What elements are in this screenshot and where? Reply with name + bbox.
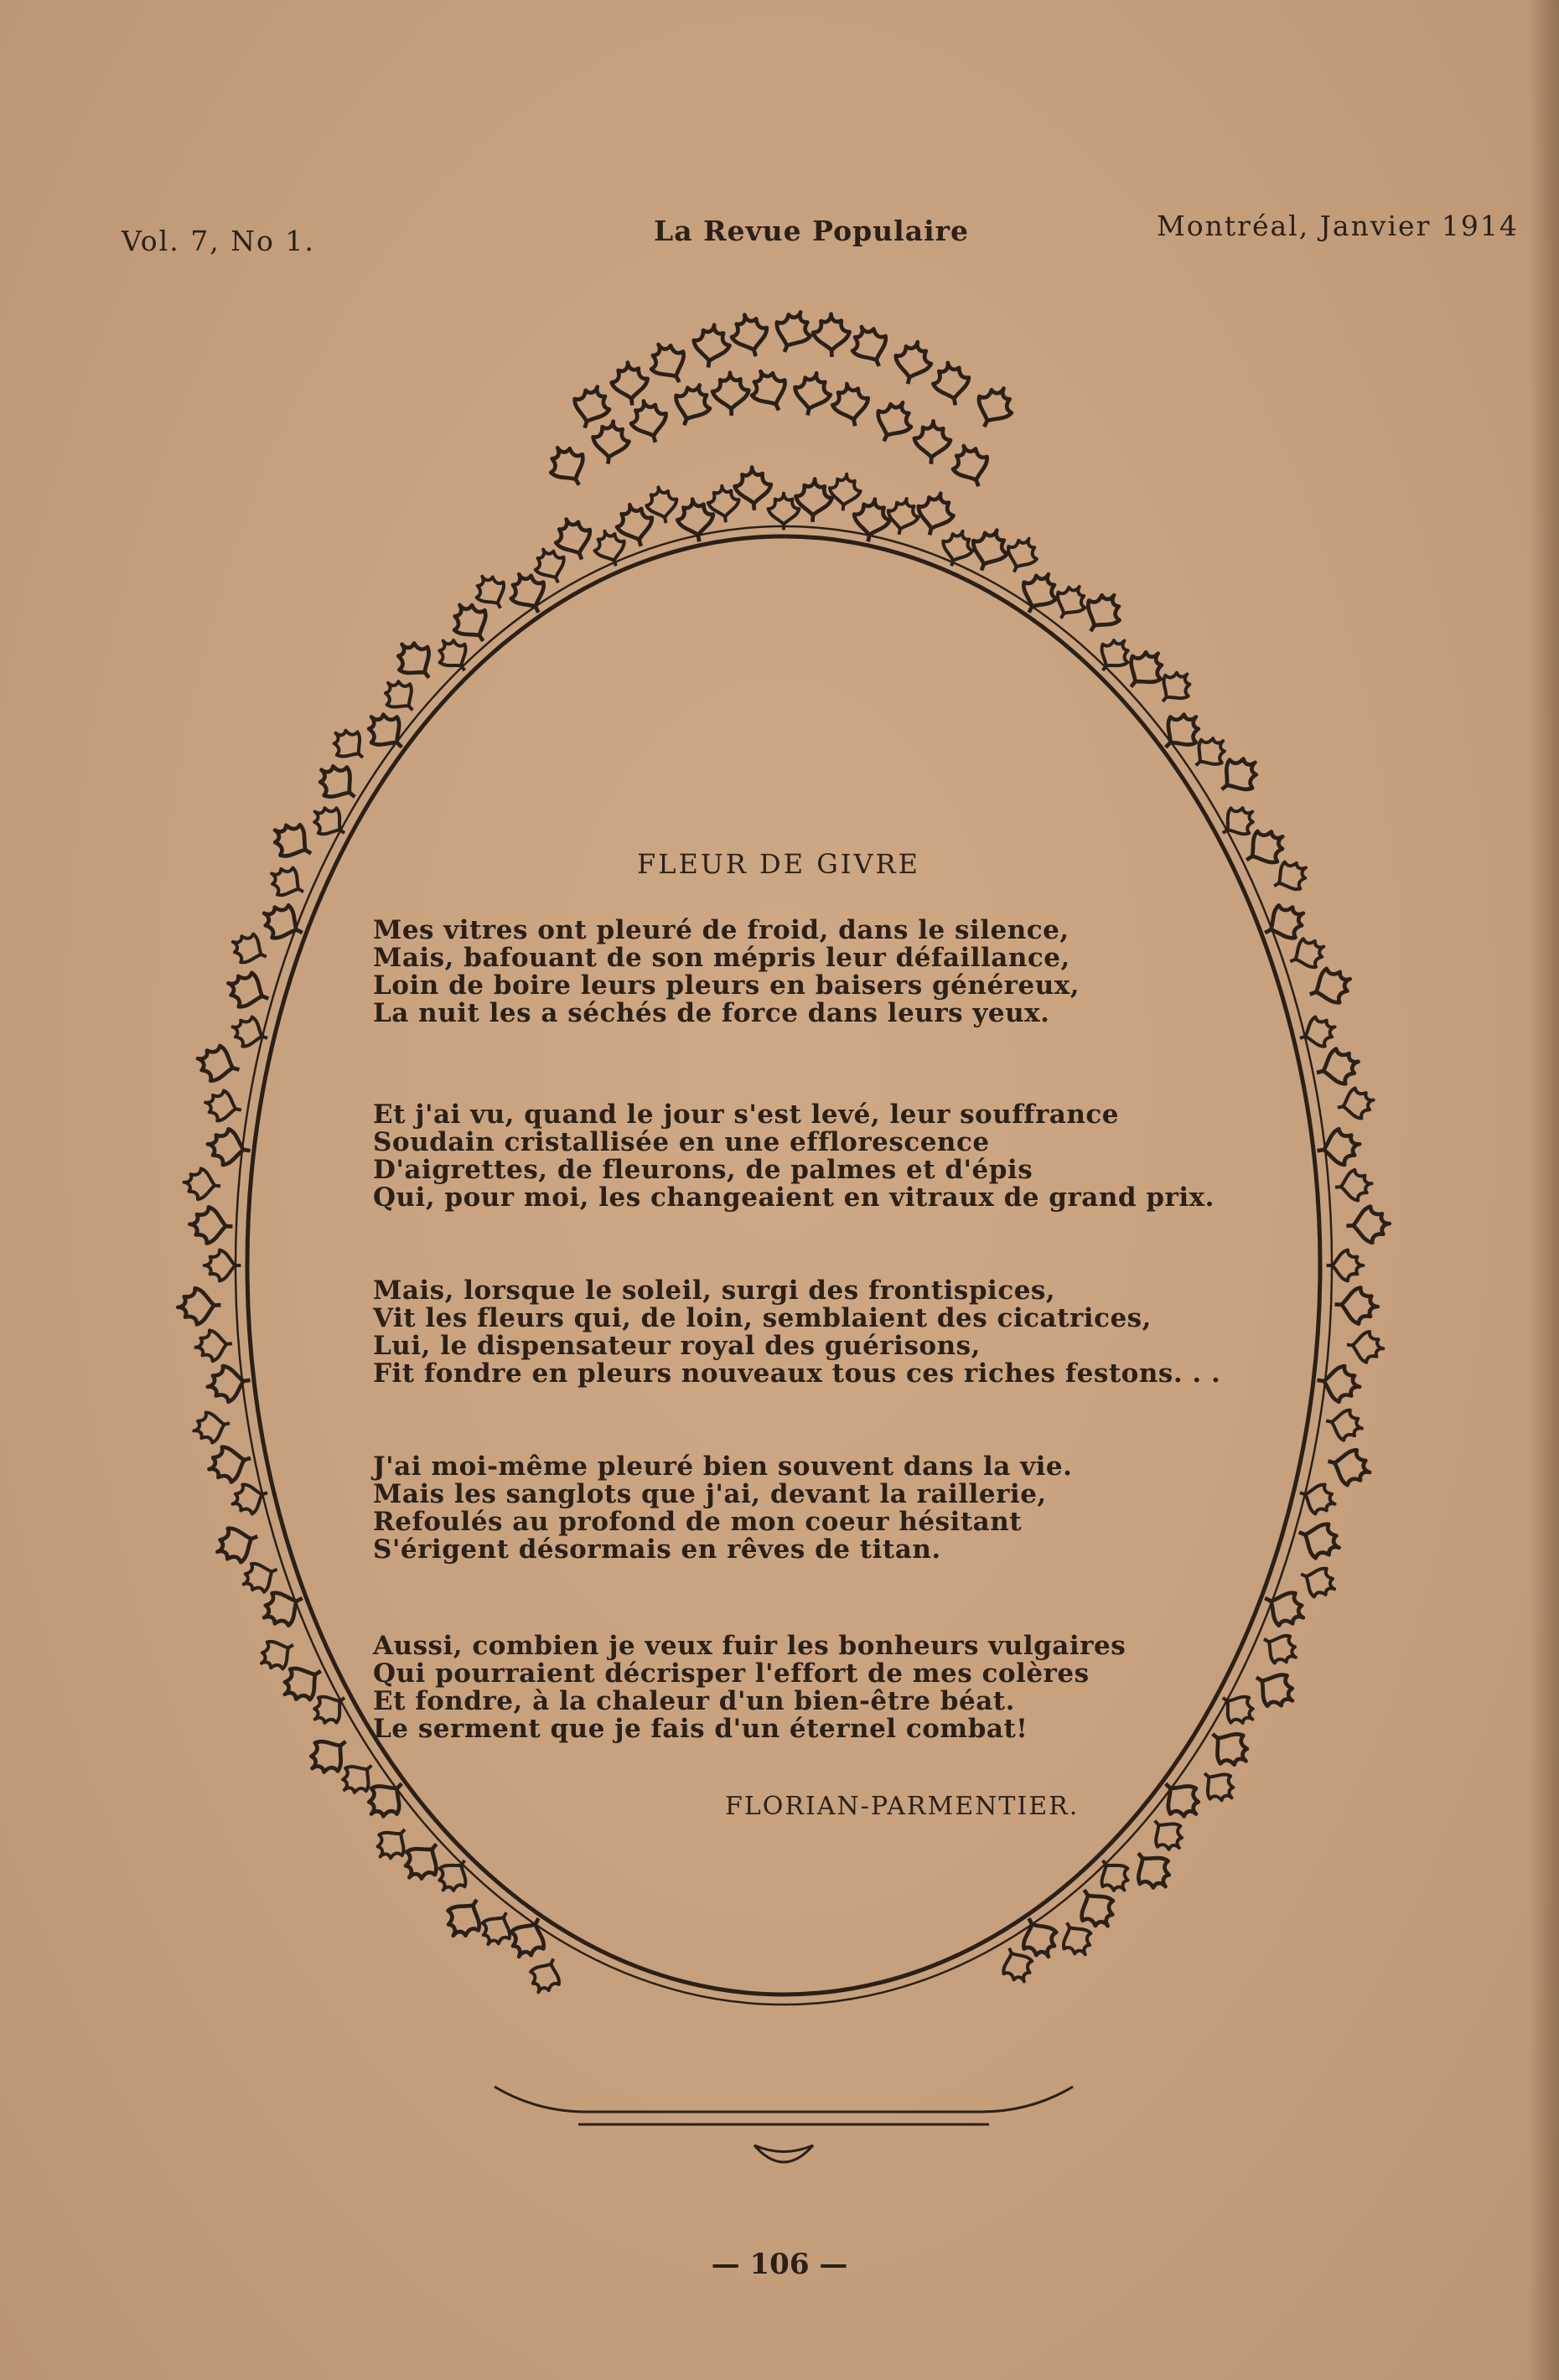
stanza-4	[373, 1453, 1253, 1564]
page-number: — 106 —	[711, 2248, 848, 2281]
stanza-1	[373, 917, 1253, 1027]
poem-line: Aussi, combien je veux fuir les bonheurs vulgaires	[373, 1631, 1127, 1661]
poem-line: Lui, le dispensateur royal des guérisons,	[373, 1331, 981, 1361]
poem-title: FLEUR DE GIVRE	[637, 848, 920, 880]
poem-line: Loin de boire leurs pleurs en baisers généreux,	[373, 970, 1080, 1001]
poem-line: Mais les sanglots que j'ai, devant la raillerie,	[373, 1479, 1047, 1509]
poem-line: Soudain cristallisée en une efflorescence	[373, 1127, 990, 1157]
poem-line: Et fondre, à la chaleur d'un bien-être béat.	[373, 1686, 1015, 1716]
poem-line: Fit fondre en pleurs nouveaux tous ces riches festons. . .	[373, 1358, 1221, 1389]
poem-line: Refoulés au profond de mon coeur hésitant	[373, 1507, 1023, 1537]
poem-line: La nuit les a séchés de force dans leurs yeux.	[373, 998, 1050, 1028]
poem-author: FLORIAN-PARMENTIER.	[725, 1792, 1080, 1821]
stanza-2	[373, 1101, 1253, 1212]
publication-title: La Revue Populaire	[654, 215, 969, 247]
page-edge-shadow	[1529, 0, 1559, 2380]
stanza-3	[373, 1277, 1253, 1388]
poem-line: Mes vitres ont pleuré de froid, dans le silence,	[373, 915, 1070, 945]
poem-line: Qui, pour moi, les changeaient en vitraux de grand prix.	[373, 1182, 1215, 1213]
poem-line: Mais, lorsque le soleil, surgi des frontispices,	[373, 1275, 1056, 1306]
stanza-5	[373, 1632, 1253, 1743]
volume-number: Vol. 7, No 1.	[122, 225, 315, 257]
poem-line: Mais, bafouant de son mépris leur défaillance,	[373, 943, 1070, 973]
poem-line: Et j'ai vu, quand le jour s'est levé, leur souffrance	[373, 1099, 1120, 1130]
poem-line: Qui pourraient décrisper l'effort de mes colères	[373, 1658, 1090, 1689]
issue-date: Montréal, Janvier 1914	[1157, 210, 1519, 242]
poem-line: D'aigrettes, de fleurons, de palmes et d'épis	[373, 1155, 1033, 1185]
poem-line: Le serment que je fais d'un éternel combat!	[373, 1714, 1028, 1744]
poem-line: J'ai moi-même pleuré bien souvent dans la vie.	[373, 1451, 1073, 1482]
poem-line: Vit les fleurs qui, de loin, semblaient des cicatrices,	[373, 1303, 1152, 1333]
poem-line: S'érigent désormais en rêves de titan.	[373, 1534, 941, 1565]
